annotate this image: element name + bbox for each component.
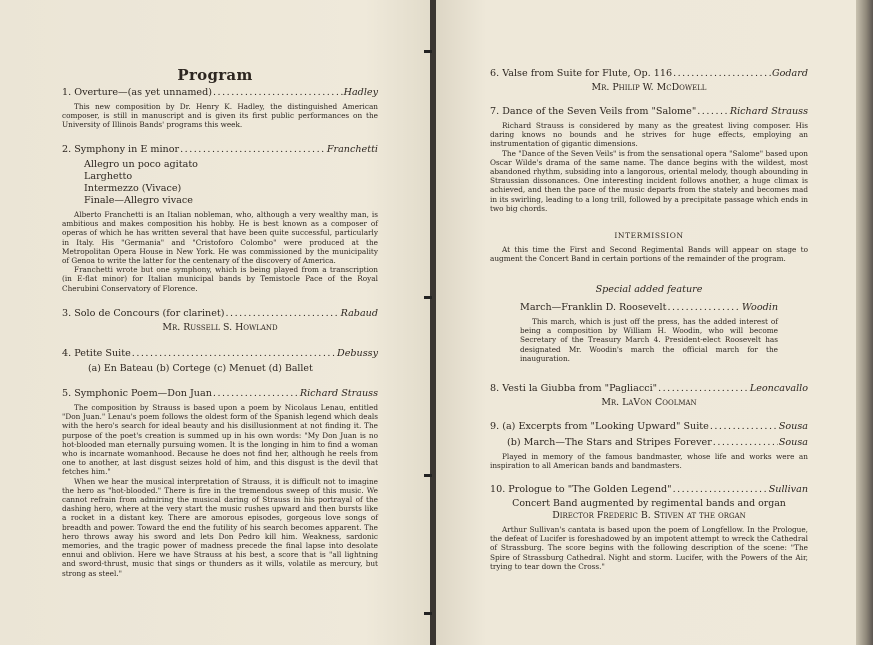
item-6-composer: Godard [771,68,808,79]
special-march-composer: Woodin [741,302,778,313]
item-5-title: 5. Symphonic Poem—Don Juan [62,388,212,399]
program-item-9 [490,421,808,470]
binding-stitch [424,50,432,53]
program-item-6 [490,68,808,94]
intermission-heading: INTERMISSION [614,231,684,240]
item-8-performer: Mr. LaVon Coolman [601,397,697,408]
item-10-title: 10. Prologue to "The Golden Legend" [490,484,672,495]
item-10-note: Arthur Sullivan's cantata is based upon the poem of Longfellow. In the Prologue, the defeat of Lucifer is foreshadowed by an impotent attempt to wreck the Cathedral of Strassburg. The score begins with the following description of the scene: "The Spire of Strassburg Cathedral. Night and storm. Lucifer, with the Powers of the Air, trying to tear down the Cross." [490,525,808,571]
program-item-2 [62,144,378,293]
item-6-performer: Mr. Philip W. McDowell [591,82,707,93]
item-10-composer: Sullivan [768,484,808,495]
program-item-10 [490,484,808,571]
item-7-composer: Richard Strauss [729,106,808,117]
movement-3: Intermezzo (Vivace) [84,183,182,194]
movement-4: Finale—Allegro vivace [84,195,193,206]
item-10-line-2: Director Frederic B. Stiven at the organ [552,510,746,521]
program-item-8 [490,383,808,409]
item-4-composer: Debussy [337,348,378,359]
item-10-line-1: Concert Band augmented by regimental bands and organ [512,498,786,509]
program-item-3 [62,308,378,334]
item-7-note-2: The "Dance of the Seven Veils" is from the sensational opera "Salome" based upon Oscar Wilde's drama of the same name. The dance begins with the wildest, most abandoned rhythm, subsiding into a langorous, oriental melody, though abounding in Straussian dissonances. One interesting incident follows another, a huge climax is achieved, and then the pace of the music departs from the stately and becomes mad in its swirling, leading to a long trill, followed by a precipitate passage which ends in two big chords. [490,148,808,213]
item-1-title: 1. Overture—(as yet unnamed) [62,87,212,98]
intermission-section [490,230,808,263]
item-2-title: 2. Symphony in E minor [62,144,180,155]
item-3-performer: Mr. Russell S. Howland [162,322,278,333]
item-9b-composer: Sousa [778,437,808,448]
program-item-4 [62,348,378,375]
special-march-title: March—Franklin D. Roosevelt [520,302,667,313]
special-feature-heading: Special added feature [595,284,703,295]
item-3-title: 3. Solo de Concours (for clarinet) [62,308,225,319]
item-9a-title: 9. (a) Excerpts from "Looking Upward" Suite [490,421,709,432]
item-9-note: Played in memory of the famous bandmaster, whose life and works were an inspiration to all American bands and bandmasters. [490,452,808,471]
item-2-composer: Franchetti [326,144,378,155]
binding-stitch [424,612,432,615]
item-8-title: 8. Vesti la Giubba from "Pagliacci" [490,383,658,394]
item-3-composer: Rabaud [340,308,378,319]
movement-1: Allegro un poco agitato [84,159,198,170]
program-item-7 [490,106,808,213]
special-march-note: This march, which is just off the press, has the added interest of being a composition by William H. Woodin, who will become Secretary of the Treasury March 4. President-elect Roosevelt has designated Mr. Woodin's march the official march for the inauguration. [520,317,778,363]
item-1-note: This new composition by Dr. Henry K. Hadley, the distinguished American composer, is still in manuscript and is given its first public performances on the University of Illinois Bands' programs this week. [62,102,378,130]
item-6-title: 6. Valse from Suite for Flute, Op. 116 [490,68,673,79]
right-page [436,0,856,645]
item-2-note-1: Alberto Franchetti is an Italian nobleman, who, although a very wealthy man, is ambitious and makes composition his hobby. He is best known as a composer of operas of which he has written several that have been quite successful, particularly in Italy. His "Germania" and "Cristoforo Colombo" were produced at the Metropolitan Opera House in New York. He was commissioned by the municipality of Genoa to write the latter for the centenary of the discovery of America. [62,210,378,266]
item-2-note-2: Franchetti wrote but one symphony, which is being played from a transcription (in E-flat minor) for Italian municipal bands by Temistocle Pace of the Royal Cherubini Conservatory of Florence. [62,265,378,293]
item-1-composer: Hadley [343,87,378,98]
item-9b-title: (b) March—The Stars and Stripes Forever [507,437,712,448]
item-5-composer: Richard Strauss [299,388,378,399]
item-9a-composer: Sousa [778,421,808,432]
item-7-title: 7. Dance of the Seven Veils from "Salome" [490,106,697,117]
binding-stitch [424,474,432,477]
item-4-parts: (a) En Bateau (b) Cortege (c) Menuet (d) Ballet [88,363,313,374]
page-edge [856,0,873,645]
item-8-composer: Leoncavallo [749,383,808,394]
item-2-movements [84,159,378,207]
item-5-note-2: When we hear the musical interpretation of Strauss, it is difficult not to imagine the hero as "hot-blooded." There is fire in the tremendous sweep of this music. We cannot refrain from admiring the musical daring of Strauss in his portrayal of the dashing hero, where at the very start the music rushes upward and then bursts like a rocket in a distant key. There are amorous episodes, gorgeous love songs of breadth and power. Toward the end the futility of his search becomes apparent. The hero throws away his sword and lets Don Pedro kill him. Weakness, sardonic memories, and the tragic power of madness precede the final lapse into desolate ennui and oblivion. Here we have Strauss at his best, a score that is "all lightning and sword-thrust, music that sings or thunders as it wills, volatile as mercury, but strong as steel." [62,476,378,578]
special-feature-section [490,284,808,363]
item-7-note-1: Richard Strauss is considered by many as the greatest living composer. His daring knows no bounds and he strives for huge effects, employing an instrumentation of gigantic dimensions. [490,121,808,149]
program-item-5 [62,388,378,578]
binding-stitch [424,296,432,299]
movement-2: Larghetto [84,171,133,182]
item-4-title: 4. Petite Suite [62,348,131,359]
intermission-note: At this time the First and Second Regimental Bands will appear on stage to augment the Concert Band in certain portions of the remainder of the program. [490,245,808,264]
program-item-1 [62,87,378,130]
program-title: Program [177,66,253,84]
left-page [0,0,430,645]
item-5-note-1: The composition by Strauss is based upon a poem by Nicolaus Lenau, entitled "Don Juan." Lenau's poem follows the oldest form of the Spanish legend which deals with the hero's search for ideal beauty and his disillusionment at not finding it. The purpose of the poet's creation is summed up in his own words: "My Don Juan is no hot-blooded man eternally pursuing women. It is the longing in him to find a woman who is incarnate womanhood. Because he does not find her, although he reels from one to another, at last disgust seizes hold of him, and this disgust is the devil that fetches him." [62,403,378,477]
